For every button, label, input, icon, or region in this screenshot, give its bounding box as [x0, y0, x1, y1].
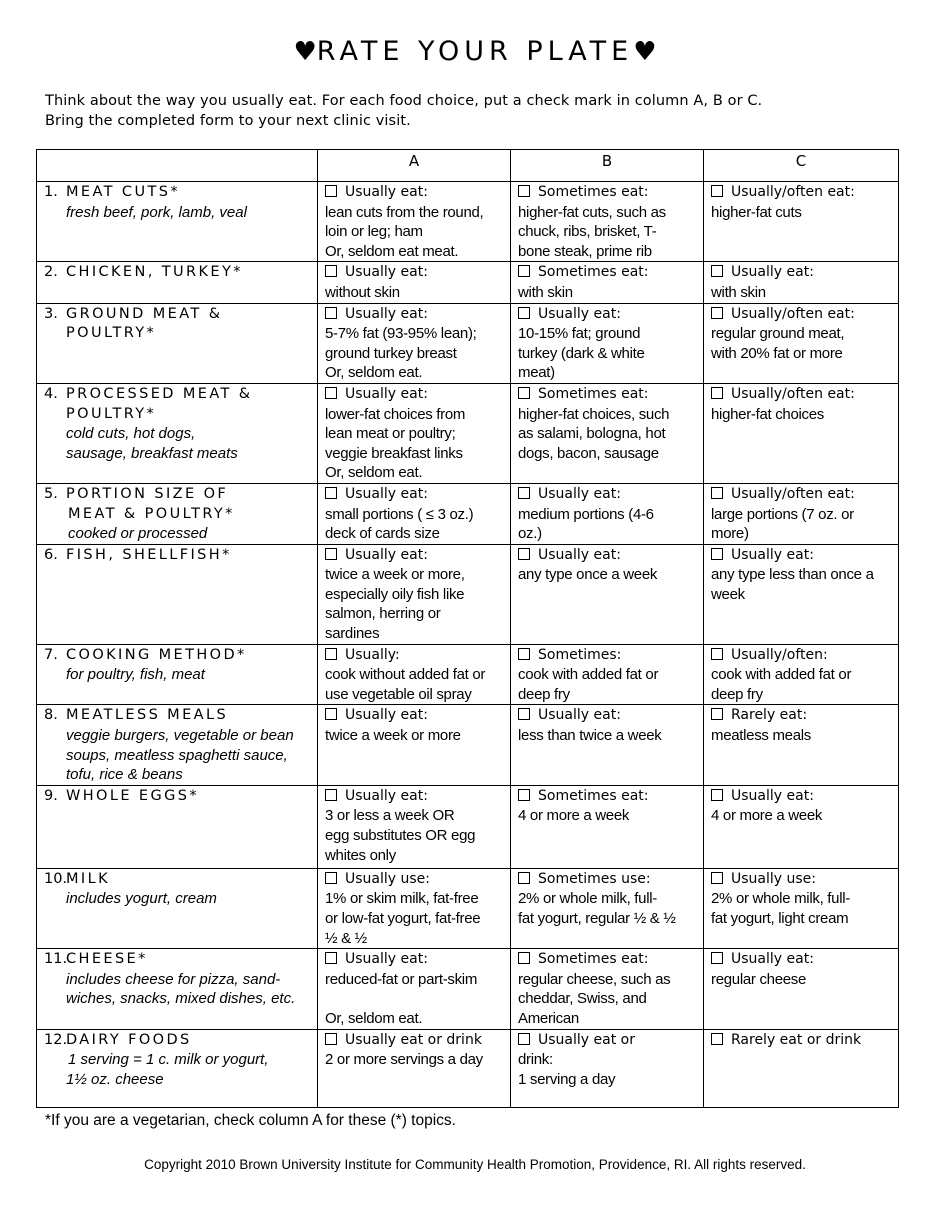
option-text: with skin	[518, 283, 573, 301]
food-topic-cell	[37, 1029, 318, 1107]
table-row	[37, 644, 899, 705]
row-number: 1.	[44, 184, 58, 200]
instruction-line: Think about the way you usually eat. For each food choice, put a check mark in column A, B or C.	[45, 93, 763, 109]
food-topic-description: includes cheese for pizza, sand-	[66, 970, 281, 988]
food-topic-cell	[37, 303, 318, 383]
table-row	[37, 483, 899, 544]
option-label: Usually eat:	[345, 546, 428, 563]
row-number: 3.	[44, 305, 58, 322]
option-text: sardines	[325, 625, 380, 643]
option-cell-b	[511, 303, 704, 383]
option-cell-a	[318, 303, 511, 383]
option-text: egg substitutes OR egg	[325, 827, 476, 844]
option-cell-c	[704, 262, 899, 303]
option-text: regular cheese	[711, 970, 807, 988]
checkbox-icon[interactable]	[711, 952, 723, 964]
option-cell-c	[704, 785, 899, 868]
option-text: deep fry	[711, 685, 763, 703]
option-label: Usually eat:	[538, 546, 621, 563]
checkbox-option[interactable]	[325, 305, 503, 325]
option-text: cheddar, Swiss, and	[518, 990, 647, 1008]
option-text: week	[711, 585, 745, 603]
checkbox-icon[interactable]	[518, 1033, 530, 1045]
food-topic-description: 1 serving = 1 c. milk or yogurt,	[68, 1051, 269, 1069]
checkbox-option[interactable]	[711, 1031, 891, 1051]
option-text: 3 or less a week OR	[325, 807, 455, 825]
food-topic-name: WHOLE EGGS*	[66, 787, 199, 804]
option-cell-a	[318, 868, 511, 948]
checkbox-icon[interactable]	[325, 1033, 337, 1045]
checkbox-icon[interactable]	[711, 185, 723, 197]
food-topic-name: MILK	[66, 870, 110, 887]
option-label: Usually/often eat:	[731, 184, 855, 200]
table-row	[37, 868, 899, 948]
option-label: Usually eat:	[345, 385, 428, 402]
food-topic-name: DAIRY FOODS	[66, 1031, 192, 1048]
option-text: less than twice a week	[518, 727, 662, 745]
food-topic-description: cold cuts, hot dogs,	[66, 425, 196, 443]
option-text: salmon, herring or	[325, 605, 441, 623]
option-text: more)	[711, 525, 749, 543]
option-label: Usually/often:	[731, 646, 828, 663]
option-label: Usually/often eat:	[731, 485, 855, 502]
checkbox-option[interactable]	[518, 646, 696, 666]
option-text: ½ & ½	[325, 929, 367, 947]
option-text: any type once a week	[518, 566, 658, 584]
option-text: higher-fat choices, such	[518, 405, 670, 423]
food-topic-name: PORTION SIZE OF	[66, 485, 229, 502]
option-cell-a	[318, 383, 511, 483]
table-row	[37, 544, 899, 644]
food-topic-name: MEAT & POULTRY*	[68, 505, 235, 522]
option-cell-c	[704, 383, 899, 483]
checkbox-option[interactable]	[711, 385, 891, 405]
row-number: 2.	[44, 264, 58, 281]
food-topic-name: POULTRY*	[66, 325, 157, 342]
checkbox-option[interactable]	[711, 305, 891, 325]
option-cell-b	[511, 1029, 704, 1107]
food-topic-cell	[37, 182, 318, 262]
checkbox-icon[interactable]	[325, 648, 337, 660]
food-topic-cell	[37, 262, 318, 303]
option-text: any type less than once a	[711, 566, 874, 584]
food-topic-name: CHEESE*	[66, 951, 148, 968]
option-text: Or, seldom eat meat.	[325, 242, 459, 260]
food-topic-description: fresh beef, pork, lamb, veal	[66, 203, 247, 221]
food-topic-description: includes yogurt, cream	[66, 890, 217, 908]
option-cell-b	[511, 182, 704, 262]
row-number: 6.	[44, 546, 58, 563]
option-cell-a	[318, 262, 511, 303]
option-text: with 20% fat or more	[711, 344, 843, 362]
checkbox-option[interactable]	[325, 646, 503, 666]
row-number: 12.	[44, 1031, 68, 1048]
checkbox-icon[interactable]	[325, 185, 337, 197]
checkbox-option[interactable]	[518, 1031, 696, 1051]
option-cell-c	[704, 949, 899, 1029]
checkbox-option[interactable]	[325, 870, 503, 890]
option-cell-b	[511, 949, 704, 1029]
checkbox-icon[interactable]	[711, 789, 723, 801]
checkbox-icon[interactable]	[518, 648, 530, 660]
option-text: lean meat or poultry;	[325, 425, 456, 443]
checkbox-icon[interactable]	[518, 872, 530, 884]
option-cell-b	[511, 644, 704, 705]
row-number: 4.	[44, 385, 58, 402]
checkbox-option[interactable]	[711, 263, 891, 283]
food-topic-name: FISH, SHELLFISH*	[66, 546, 232, 563]
option-label: Usually eat:	[345, 184, 428, 200]
option-label: Usually eat or	[538, 1031, 635, 1048]
checkbox-icon[interactable]	[518, 307, 530, 319]
checkbox-icon[interactable]	[325, 952, 337, 964]
option-label: Usually/often eat:	[731, 385, 855, 402]
option-label: Usually use:	[731, 870, 817, 887]
option-cell-a	[318, 644, 511, 705]
checkbox-icon[interactable]	[325, 708, 337, 720]
option-text: Or, seldom eat.	[325, 1009, 423, 1027]
option-label: Usually use:	[345, 870, 431, 887]
row-number: 9.	[44, 787, 58, 804]
food-topic-description: veggie burgers, vegetable or bean	[66, 727, 294, 745]
checkbox-option[interactable]	[518, 485, 696, 505]
option-label: Sometimes:	[538, 646, 622, 663]
option-text: medium portions (4-6	[518, 505, 654, 523]
option-text: with skin	[711, 283, 766, 301]
checkbox-option[interactable]	[325, 546, 503, 566]
option-label: Sometimes eat:	[538, 787, 649, 804]
option-text: meat)	[518, 364, 555, 382]
checkbox-icon[interactable]	[325, 548, 337, 560]
option-text: twice a week or more	[325, 727, 461, 745]
option-label: Usually eat:	[345, 707, 428, 724]
food-topic-name: POULTRY*	[66, 405, 157, 422]
option-cell-b	[511, 262, 704, 303]
option-text: reduced-fat or part-skim	[325, 970, 478, 988]
checkbox-option[interactable]	[325, 385, 503, 405]
option-text: higher-fat choices	[711, 405, 824, 423]
checkbox-option[interactable]	[711, 950, 891, 970]
option-text: as salami, bologna, hot	[518, 425, 666, 443]
option-label: Usually eat:	[538, 707, 621, 724]
checkbox-option[interactable]	[711, 870, 891, 890]
option-text: use vegetable oil spray	[325, 685, 472, 703]
option-text: fat yogurt, light cream	[711, 910, 849, 927]
option-label: Usually eat:	[345, 787, 428, 804]
option-label: Usually eat:	[538, 305, 621, 322]
table-row	[37, 705, 899, 785]
checkbox-option[interactable]	[518, 706, 696, 726]
checkbox-icon[interactable]	[325, 265, 337, 277]
option-text: small portions ( ≤ 3 oz.)	[325, 505, 474, 523]
page-title	[0, 36, 950, 67]
table-row	[37, 303, 899, 383]
food-topic-description: wiches, snacks, mixed dishes, etc.	[66, 990, 296, 1008]
checkbox-icon[interactable]	[518, 265, 530, 277]
food-topic-cell	[37, 383, 318, 483]
food-topic-name: CHICKEN, TURKEY*	[66, 264, 243, 281]
food-topic-cell	[37, 644, 318, 705]
checkbox-option[interactable]	[325, 183, 503, 203]
option-text: especially oily fish like	[325, 585, 465, 603]
checkbox-icon[interactable]	[325, 789, 337, 801]
option-text: fat yogurt, regular ½ & ½	[518, 910, 676, 927]
option-text: cook without added fat or	[325, 666, 486, 684]
topic-header	[37, 150, 318, 182]
option-text: 1 serving a day	[518, 1070, 616, 1088]
option-text: large portions (7 oz. or	[711, 505, 854, 523]
food-topic-cell	[37, 785, 318, 868]
food-topic-description: 1½ oz. cheese	[66, 1070, 164, 1088]
food-topic-name: GROUND MEAT &	[66, 305, 223, 322]
option-text: chuck, ribs, brisket, T-	[518, 223, 657, 241]
option-label: Usually eat:	[345, 305, 428, 322]
option-text: loin or leg; ham	[325, 223, 423, 241]
checkbox-option[interactable]	[518, 263, 696, 283]
food-topic-name: MEAT CUTS*	[66, 184, 180, 200]
option-cell-c	[704, 1029, 899, 1107]
checkbox-icon[interactable]	[325, 487, 337, 499]
table-row	[37, 182, 899, 262]
heart-icon: ♥	[293, 37, 317, 67]
checkbox-icon[interactable]	[711, 872, 723, 884]
option-label: Usually eat:	[731, 546, 814, 563]
option-label: Sometimes eat:	[538, 385, 649, 402]
checkbox-icon[interactable]	[325, 872, 337, 884]
option-text: 1% or skim milk, fat-free	[325, 890, 479, 908]
option-label: Usually eat:	[345, 485, 428, 502]
checkbox-option[interactable]	[518, 305, 696, 325]
option-text: Or, seldom eat.	[325, 464, 423, 482]
food-topic-name: MEATLESS MEALS	[66, 707, 229, 724]
checkbox-icon[interactable]	[325, 307, 337, 319]
option-label: Usually eat:	[731, 951, 814, 968]
checkbox-icon[interactable]	[518, 708, 530, 720]
option-cell-c	[704, 483, 899, 544]
food-topic-description: for poultry, fish, meat	[66, 666, 205, 684]
option-text: 2 or more servings a day	[325, 1051, 483, 1069]
checkbox-option[interactable]	[518, 385, 696, 405]
option-cell-c	[704, 705, 899, 785]
option-cell-a	[318, 785, 511, 868]
checkbox-icon[interactable]	[711, 548, 723, 560]
checkbox-option[interactable]	[325, 950, 503, 970]
option-label: Usually:	[345, 646, 400, 663]
option-cell-b	[511, 868, 704, 948]
option-text: 10-15% fat; ground	[518, 325, 641, 343]
food-topic-description: tofu, rice & beans	[66, 766, 183, 784]
table-row	[37, 262, 899, 303]
option-text: or low-fat yogurt, fat-free	[325, 910, 481, 927]
column-header-a: A	[318, 150, 511, 182]
option-text: without skin	[325, 283, 400, 301]
checkbox-icon[interactable]	[518, 185, 530, 197]
checkbox-option[interactable]	[711, 183, 891, 203]
option-text: bone steak, prime rib	[518, 242, 652, 260]
option-label: Sometimes use:	[538, 870, 651, 887]
copyright: Copyright 2010 Brown University Institute for Community Health Promotion, Providence, RI. All rights reserved.	[144, 1157, 806, 1172]
checkbox-option[interactable]	[711, 546, 891, 566]
option-label: Usually eat:	[538, 485, 621, 502]
checkbox-icon[interactable]	[711, 487, 723, 499]
food-topic-cell	[37, 949, 318, 1029]
option-cell-b	[511, 705, 704, 785]
option-cell-c	[704, 868, 899, 948]
option-text: higher-fat cuts	[711, 203, 802, 221]
checkbox-icon[interactable]	[518, 548, 530, 560]
option-text	[325, 989, 503, 1009]
vegetarian-footnote: *If you are a vegetarian, check column A for these (*) topics.	[45, 1112, 456, 1129]
option-cell-c	[704, 644, 899, 705]
food-topic-name: COOKING METHOD*	[66, 646, 247, 663]
option-cell-a	[318, 182, 511, 262]
option-text: 4 or more a week	[518, 807, 630, 825]
option-text: oz.)	[518, 525, 542, 543]
option-label: Rarely eat:	[731, 707, 808, 724]
checkbox-option[interactable]	[518, 787, 696, 807]
food-topic-description: soups, meatless spaghetti sauce,	[66, 746, 288, 764]
instructions	[45, 91, 905, 131]
option-text: drink:	[518, 1051, 553, 1069]
option-label: Usually eat:	[731, 787, 814, 804]
option-cell-a	[318, 949, 511, 1029]
column-header-c: C	[704, 150, 899, 182]
checkbox-icon[interactable]	[518, 487, 530, 499]
checkbox-icon[interactable]	[711, 387, 723, 399]
row-number: 8.	[44, 707, 58, 724]
option-text: regular ground meat,	[711, 325, 845, 343]
option-text: cook with added fat or	[518, 666, 659, 684]
option-label: Usually eat:	[345, 264, 428, 281]
option-cell-a	[318, 705, 511, 785]
option-label: Sometimes eat:	[538, 264, 649, 281]
food-topic-description: sausage, breakfast meats	[66, 444, 238, 462]
option-cell-c	[704, 182, 899, 262]
option-text: veggie breakfast links	[325, 444, 463, 462]
option-text: ground turkey breast	[325, 344, 457, 362]
header-row	[37, 150, 899, 182]
checkbox-icon[interactable]	[518, 952, 530, 964]
option-text: regular cheese, such as	[518, 970, 671, 988]
checkbox-icon[interactable]	[518, 789, 530, 801]
option-cell-c	[704, 544, 899, 644]
option-label: Usually eat:	[731, 264, 814, 281]
checkbox-option[interactable]	[518, 950, 696, 970]
option-text: dogs, bacon, sausage	[518, 444, 659, 462]
option-cell-b	[511, 483, 704, 544]
checkbox-option[interactable]	[711, 706, 891, 726]
option-text: 2% or whole milk, full-	[711, 890, 850, 908]
heart-icon: ♥	[633, 37, 657, 67]
checkbox-icon[interactable]	[711, 265, 723, 277]
checkbox-option[interactable]	[711, 646, 891, 666]
option-label: Usually eat:	[345, 951, 428, 968]
row-number: 5.	[44, 485, 58, 502]
option-text: 5-7% fat (93-95% lean);	[325, 325, 477, 343]
checkbox-icon[interactable]	[711, 648, 723, 660]
option-cell-a	[318, 483, 511, 544]
checkbox-icon[interactable]	[711, 1033, 723, 1045]
checkbox-option[interactable]	[325, 706, 503, 726]
option-label: Rarely eat or drink	[731, 1031, 862, 1048]
checkbox-icon[interactable]	[711, 708, 723, 720]
row-number: 11.	[44, 951, 68, 968]
option-text: 4 or more a week	[711, 807, 823, 825]
checkbox-icon[interactable]	[325, 387, 337, 399]
column-header-b: B	[511, 150, 704, 182]
option-text: cook with added fat or	[711, 666, 852, 684]
table-row	[37, 1029, 899, 1107]
checkbox-option[interactable]	[518, 870, 696, 890]
checkbox-icon[interactable]	[711, 307, 723, 319]
option-cell-b	[511, 785, 704, 868]
option-cell-a	[318, 544, 511, 644]
option-cell-b	[511, 544, 704, 644]
option-label: Sometimes eat:	[538, 951, 649, 968]
table-row	[37, 785, 899, 868]
option-text: lower-fat choices from	[325, 405, 466, 423]
option-text: higher-fat cuts, such as	[518, 203, 666, 221]
checkbox-option[interactable]	[325, 485, 503, 505]
option-text: meatless meals	[711, 727, 812, 745]
checkbox-option[interactable]	[711, 485, 891, 505]
checkbox-option[interactable]	[518, 546, 696, 566]
food-topic-cell	[37, 705, 318, 785]
row-number: 10.	[44, 870, 68, 887]
food-topic-description: cooked or processed	[68, 525, 208, 543]
food-topic-cell	[37, 544, 318, 644]
title-text: RATE YOUR PLATE	[316, 36, 634, 67]
option-text: whites only	[325, 846, 396, 864]
option-text: Or, seldom eat.	[325, 364, 423, 382]
option-label: Usually/often eat:	[731, 305, 855, 322]
option-cell-b	[511, 383, 704, 483]
option-label: Sometimes eat:	[538, 184, 649, 200]
option-text: deck of cards size	[325, 525, 440, 543]
option-text: lean cuts from the round,	[325, 203, 484, 221]
table-row	[37, 383, 899, 483]
option-text: twice a week or more,	[325, 566, 465, 584]
checkbox-option[interactable]	[711, 787, 891, 807]
checkbox-option[interactable]	[325, 787, 503, 807]
food-topic-cell	[37, 483, 318, 544]
instruction-line: Bring the completed form to your next clinic visit.	[45, 113, 411, 129]
option-text: turkey (dark & white	[518, 344, 645, 362]
checkbox-option[interactable]	[325, 1031, 503, 1051]
row-number: 7.	[44, 646, 58, 663]
option-text: 2% or whole milk, full-	[518, 890, 657, 908]
food-topic-name: PROCESSED MEAT &	[66, 385, 253, 402]
option-text: deep fry	[518, 685, 570, 703]
checkbox-option[interactable]	[325, 263, 503, 283]
food-topic-cell	[37, 868, 318, 948]
table-row	[37, 949, 899, 1029]
checkbox-option[interactable]	[518, 183, 696, 203]
rate-your-plate-table	[36, 149, 899, 1108]
option-label: Usually eat or drink	[345, 1031, 482, 1048]
option-cell-a	[318, 1029, 511, 1107]
option-cell-c	[704, 303, 899, 383]
option-text: American	[518, 1009, 579, 1027]
checkbox-icon[interactable]	[518, 387, 530, 399]
